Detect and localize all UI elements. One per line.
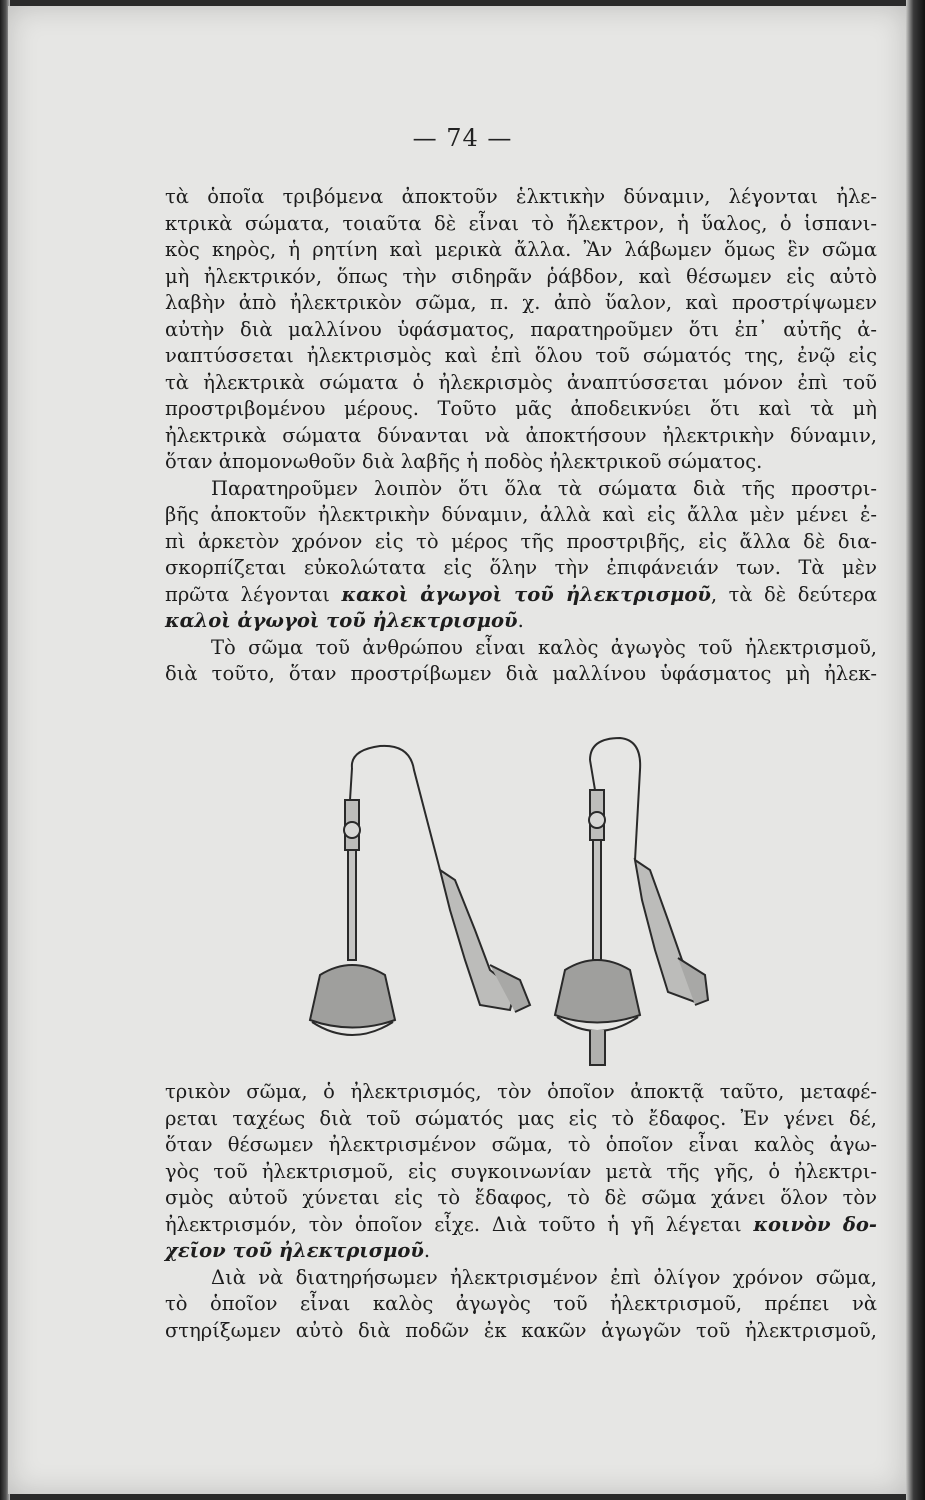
text-line: [165, 1212, 877, 1239]
paragraph-line: στηρίξωμεν αὐτὸ διὰ ποδῶν ἐκ κακῶν ἀγωγῶν τοῦ ἠλεκτρισμοῦ,: [165, 1318, 877, 1342]
text-block-lower: [165, 1079, 877, 1344]
emphasis-good-conductors: καλοὶ ἀγωγοὶ τοῦ ἠλεκτρισμοῦ: [165, 609, 518, 632]
text-span: , τὰ δὲ δεύτερα: [710, 582, 877, 606]
paragraph-line: Παρατηροῦμεν λοιπὸν ὅτι ὅλα τὰ σώματα διὰ τῆς προστρι-: [211, 476, 877, 500]
electroscope-illustration: [290, 730, 710, 1075]
emphasis-common-reservoir-cont: χεῖον τοῦ ἠλεκτρισμοῦ: [165, 1239, 424, 1262]
paragraph-line: σκορπίζεται εὐκολώτατα εἰς ὅλην τὴν ἐπιφάνειάν των. Τὰ μὲν: [165, 556, 877, 579]
right-apparatus: [555, 738, 640, 1065]
text-line: τρικὸν σῶμα, ὁ ἠλεκτρισμός, τὸν ὁποῖον ἀποκτᾷ ταῦτο, μεταφέ-: [165, 1080, 877, 1103]
text-line: τὰ ἠλεκτρικὰ σώματα ὁ ἠλεκρισμὸς ἀναπτύσσεται μόνον ἐπὶ τοῦ: [165, 370, 877, 394]
text-line: [165, 1238, 877, 1265]
left-hand: [440, 870, 530, 1012]
paragraph-line: τὸ ὁποῖον εἶναι καλὸς ἀγωγὸς τοῦ ἠλεκτρισμοῦ, πρέπει νὰ: [165, 1292, 877, 1315]
text-line: ὅταν θέσωμεν ἠλεκτρισμένον σῶμα, τὸ ὁποῖον εἶναι καλὸς ἀγω-: [165, 1133, 877, 1156]
emphasis-common-reservoir: κοινὸν δο-: [753, 1212, 877, 1236]
text-block-upper: [165, 184, 877, 688]
paragraph-line: πὶ ἀρκετὸν χρόνον εἰς τὸ μέρος τῆς προστριβῆς, εἰς ἄλλα δὲ δια-: [165, 529, 877, 553]
left-apparatus: [310, 746, 440, 1035]
paragraph-line: διὰ τοῦτο, ὅταν προστρίβωμεν διὰ μαλλίνου ὑφάσματος μὴ ἠλεκ-: [165, 662, 877, 685]
text-line: κτρικὰ σώματα, τοιαῦτα δὲ εἶναι τὸ ἤλεκτρον, ἡ ὕαλος, ὁ ἱσπανι-: [165, 211, 877, 235]
text-line: προστριβομένου μέρους. Τοῦτο μᾶς ἀποδεικνύει ὅτι καὶ τὰ μὴ: [165, 397, 877, 420]
paragraph-line: [165, 582, 877, 609]
paragraph-line: Διὰ νὰ διατηρήσωμεν ἠλεκτρισμένον ἐπὶ ὀλίγον χρόνον σῶμα,: [211, 1265, 877, 1289]
text-line: σμὸς αὐτοῦ χύνεται εἰς τὸ ἔδαφος, τὸ δὲ σῶμα χάνει ὅλον τὸν: [165, 1186, 877, 1209]
text-span: .: [517, 609, 524, 632]
text-span: .: [423, 1239, 431, 1262]
text-span: ἠλεκτρισμόν, τὸν ὁποῖον εἶχε. Διὰ τοῦτο ἡ γῆ λέγεται: [165, 1212, 754, 1236]
text-line: κὸς κηρὸς, ἡ ρητίνη καὶ μερικὰ ἄλλα. Ἂν λάβωμεν ὅμως ἓν σῶμα: [165, 238, 877, 261]
text-line: ὅταν ἀπομονωθοῦν διὰ λαβῆς ἡ ποδὸς ἠλεκτρικοῦ σώματος.: [165, 450, 763, 473]
text-line: τὰ ὁποῖα τριβόμενα ἀποκτοῦν ἑλκτικὴν δύναμιν, λέγονται ἠλε-: [165, 185, 877, 208]
paragraph-line: Τὸ σῶμα τοῦ ἀνθρώπου εἶναι καλὸς ἀγωγὸς τοῦ ἠλεκτρισμοῦ,: [211, 635, 877, 659]
text-line: ναπτύσσεται ἠλεκτρισμὸς καὶ ἐπὶ ὅλου τοῦ σώματός της, ἐνῷ εἰς: [165, 344, 877, 367]
text-line: λαβὴν ἀπὸ ἠλεκτρικὸν σῶμα, π. χ. ἀπὸ ὕαλον, καὶ προστρίψωμεν: [165, 291, 877, 314]
page-number: — 74 —: [412, 124, 513, 152]
text-line: γὸς τοῦ ἠλεκτρισμοῦ, εἰς συγκοινωνίαν μετὰ τῆς γῆς, ὁ ἠλεκτρι-: [165, 1159, 877, 1183]
paragraph-line: βῆς ἀποκτοῦν ἠλεκτρικὴν δύναμιν, ἀλλὰ καὶ εἰς ἄλλα μὲν μένει ἐ-: [165, 503, 877, 526]
right-hand: [635, 860, 708, 1005]
page-edge-shadow: [906, 0, 925, 1500]
text-line: αὐτὴν διὰ μαλλίνου ὑφάσματος, παρατηροῦμεν ὅτι ἐπ᾽ αὐτῆς ἀ-: [165, 317, 877, 341]
paragraph-line: [165, 608, 877, 635]
text-span: πρῶτα λέγονται: [165, 582, 342, 606]
text-line: μὴ ἠλεκτρικόν, ὅπως τὴν σιδηρᾶν ῥάβδον, καὶ θέσωμεν εἰς αὐτὸ: [165, 264, 877, 288]
text-line: ἠλεκτρικὰ σώματα δύνανται νὰ ἀποκτήσουν ἠλεκτρικὴν δύναμιν,: [165, 423, 877, 447]
emphasis-bad-conductors: κακοὶ ἀγωγοὶ τοῦ ἠλεκτρισμοῦ: [341, 582, 711, 606]
text-line: ρεται ταχέως διὰ τοῦ σώματός μας εἰς τὸ ἔδαφος. Ἐν γένει δέ,: [165, 1106, 877, 1130]
